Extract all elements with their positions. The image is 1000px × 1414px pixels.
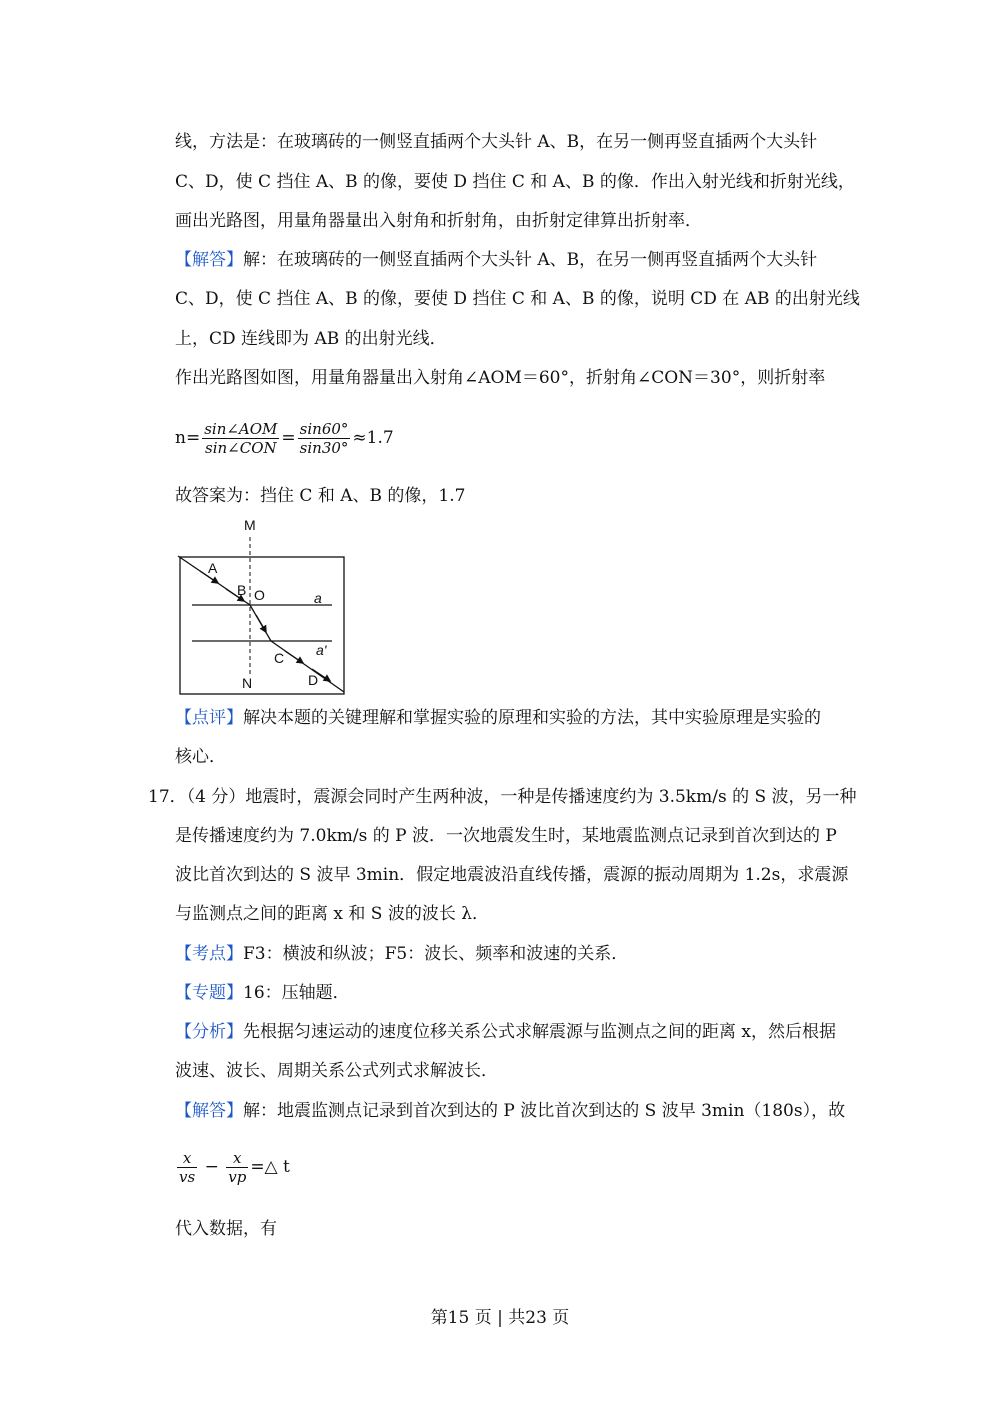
label-M: M bbox=[244, 517, 256, 533]
arrow-icon bbox=[256, 615, 266, 632]
zhuanti-line: 【专题】16：压轴题． bbox=[175, 983, 350, 1003]
text-line: 故答案为：挡住 C 和 A、B 的像，1.7 bbox=[175, 486, 466, 506]
text-line: 是传播速度约为 7.0km/s 的 P 波．一次地震发生时，某地震监测点记录到首次到达的 P bbox=[175, 826, 837, 846]
text-line: 波速、波长、周期关系公式列式求解波长． bbox=[175, 1061, 498, 1081]
text-line: 与监测点之间的距离 x 和 S 波的波长 λ． bbox=[175, 904, 490, 924]
comment-line: 【点评】解决本题的关键理解和掌握实验的原理和实验的方法，其中实验原理是实验的 bbox=[175, 708, 821, 728]
text-line: 核心． bbox=[175, 747, 226, 767]
question-17-line: 17．（4 分）地震时，震源会同时产生两种波，一种是传播速度约为 3.5km/s 的 S 波，另一种 bbox=[148, 787, 857, 807]
label-D: D bbox=[308, 672, 319, 688]
wave-formula: $\frac{x}{vs}$ − $\frac{x}{vp}$ =△ t bbox=[179, 1149, 290, 1186]
answer-line: 【解答】解：在玻璃砖的一侧竖直插两个大头针 A、B，在另一侧再竖直插两个大头针 bbox=[175, 250, 818, 270]
text-line: 上，CD 连线即为 AB 的出射光线． bbox=[175, 329, 447, 349]
label-B: B bbox=[237, 582, 247, 598]
text-line: 代入数据，有 bbox=[175, 1219, 277, 1239]
fenxi-line: 【分析】先根据匀速运动的速度位移关系公式求解震源与监测点之间的距离 x，然后根据 bbox=[175, 1022, 836, 1042]
text-line: 画出光路图，用量角器量出入射角和折射角，由折射定律算出折射率． bbox=[175, 211, 702, 231]
label-N: N bbox=[242, 675, 253, 691]
answer-line: 【解答】解：地震监测点记录到首次到达的 P 波比首次到达的 S 波早 3min（180s），故 bbox=[175, 1101, 846, 1121]
answer-tag: 解答 bbox=[192, 250, 226, 270]
label-A: A bbox=[208, 560, 218, 576]
kaodian-line: 【考点】F3：横波和纵波；F5：波长、频率和波速的关系． bbox=[175, 944, 629, 964]
label-O: O bbox=[254, 587, 265, 603]
page-footer: 第15 页 | 共23 页 bbox=[430, 1308, 570, 1328]
arrow-icon bbox=[285, 651, 303, 663]
label-a: a bbox=[314, 590, 322, 606]
label-C: C bbox=[274, 650, 285, 666]
text-line: 波比首次到达的 S 波早 3min．假定地震波沿直线传播，震源的振动周期为 1.2s，求震源 bbox=[175, 865, 849, 885]
text-line: 作出光路图如图，用量角器量出入射角∠AOM＝60°，折射角∠CON＝30°，则折射率 bbox=[175, 368, 826, 388]
text-line: 线，方法是：在玻璃砖的一侧竖直插两个大头针 A、B，在另一侧再竖直插两个大头针 bbox=[175, 132, 818, 152]
light-path-diagram bbox=[170, 515, 360, 700]
label-a-prime: a' bbox=[316, 642, 327, 658]
text-line: C、D，使 C 挡住 A、B 的像，要使 D 挡住 C 和 A、B 的像，说明 CD 在 AB 的出射光线 bbox=[175, 289, 860, 309]
refraction-formula: n= $\frac{\text{sin∠AOM}}{\text{sin∠CON}}$ = $\frac{\sin 60^\circ}{\sin 30^\circ}$ ≈1.7 bbox=[175, 420, 394, 457]
text-line: C、D，使 C 挡住 A、B 的像，要使 D 挡住 C 和 A、B 的像．作出入射光线和折射光线， bbox=[175, 172, 855, 192]
